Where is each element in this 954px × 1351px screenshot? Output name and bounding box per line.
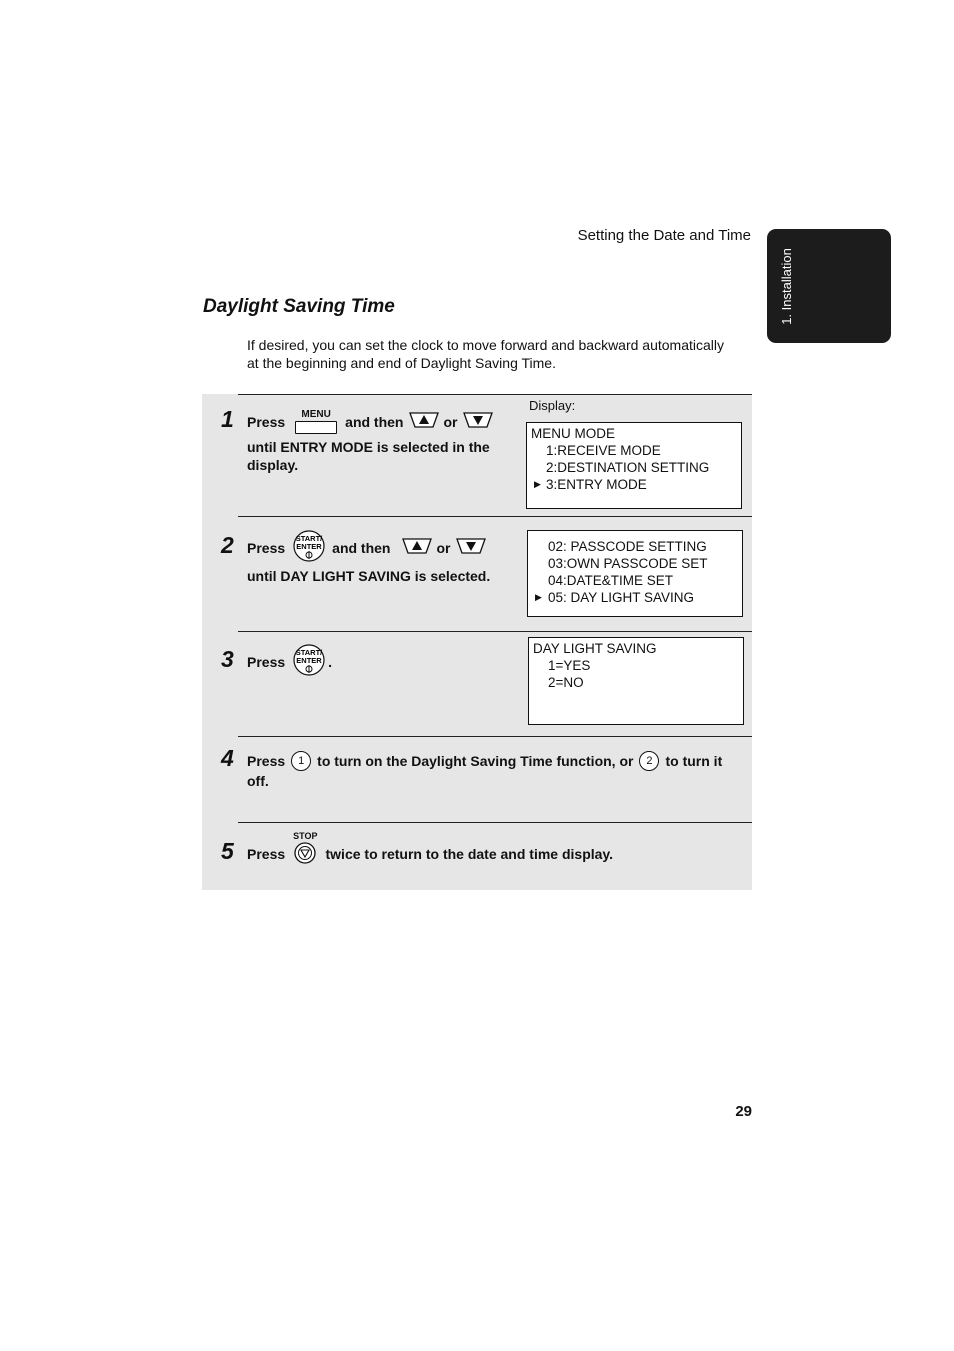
step-5-text-main: twice to return to the date and time display. [325,846,614,862]
up-arrow-key-icon [408,411,440,433]
step-divider [238,516,752,517]
lcd-line-selected: ▶ 05: DAY LIGHT SAVING [535,590,695,605]
press-label: Press [247,414,286,430]
lcd-line: 1=YES [548,658,591,673]
or-label: or [436,540,451,556]
step-2-line-2: until DAY LIGHT SAVING is selected. [247,568,491,584]
svg-text:ENTER: ENTER [296,656,322,665]
step-number: 3 [221,646,234,672]
or-label: or [443,414,458,430]
step-number: 1 [221,406,234,432]
lcd-line-selected: ▶ 3:ENTRY MODE [534,477,647,492]
down-arrow-key-icon [455,537,487,559]
press-label: Press [247,654,286,670]
svg-text:ENTER: ENTER [296,542,322,551]
step-4-text-a: to turn on the Daylight Saving Time function, or [317,753,634,769]
step-number: 5 [221,838,234,864]
up-arrow-key-icon [401,537,433,559]
intro-line-1: If desired, you can set the clock to move forward and backward automatically [247,337,725,353]
press-label: Press [247,753,286,769]
lcd-title: DAY LIGHT SAVING [533,641,657,656]
step-2-text [247,532,491,585]
page-number: 29 [735,1103,752,1120]
step-4-line-2: off. [247,773,269,789]
lcd-line: 2:DESTINATION SETTING [546,460,710,475]
period: . [328,654,333,670]
number-2-key-icon: 2 [639,751,659,771]
lcd-line: 04:DATE&TIME SET [548,573,674,588]
svg-text:START/: START/ [295,648,323,657]
press-label: Press [247,540,286,556]
section-title: Daylight Saving Time [203,296,395,317]
menu-key-icon [295,410,337,434]
cursor-triangle-icon: ▶ [535,592,542,602]
and-then-label: and then [332,540,391,556]
running-header: Setting the Date and Time [577,227,751,244]
lcd-line: 2=NO [548,675,584,690]
number-1-key-icon: 1 [291,751,311,771]
menu-key-label: MENU [301,409,331,420]
step-1-text [247,406,498,474]
step-divider [238,631,752,632]
step-5-text [247,831,614,870]
step-1-line-3: display. [247,457,299,473]
lcd-display-3 [528,637,744,725]
lcd-display-2 [527,530,743,617]
lcd-line: 03:OWN PASSCODE SET [548,556,708,571]
display-label: Display: [529,398,576,413]
step-3-text [247,646,332,678]
press-label: Press [247,846,286,862]
and-then-label: and then [345,414,404,430]
lcd-display-1 [526,422,742,509]
chapter-tab-label-wrap [770,232,802,340]
stop-key-icon [293,832,317,864]
step-divider [238,822,752,823]
step-divider [238,736,752,737]
step-4-text-b: to turn it [665,753,723,769]
step-4-text [247,750,742,790]
step-number: 2 [221,532,234,558]
down-arrow-key-icon [462,411,494,433]
start-enter-key-icon [291,530,327,566]
step-divider [238,394,752,395]
lcd-line: 02: PASSCODE SETTING [548,539,707,554]
chapter-tab-label: 1. Installation [778,247,794,325]
cursor-triangle-icon: ▶ [534,479,541,489]
intro-line-2: at the beginning and end of Daylight Saving Time. [247,355,556,371]
step-1-line-2: until ENTRY MODE is selected in the [247,439,490,455]
start-enter-key-icon [291,644,327,680]
lcd-line: 1:RECEIVE MODE [546,443,661,458]
stop-key-label: STOP [293,831,318,841]
svg-text:START/: START/ [295,534,323,543]
intro-paragraph [247,336,747,372]
step-number: 4 [221,745,234,771]
lcd-title: MENU MODE [531,426,615,441]
